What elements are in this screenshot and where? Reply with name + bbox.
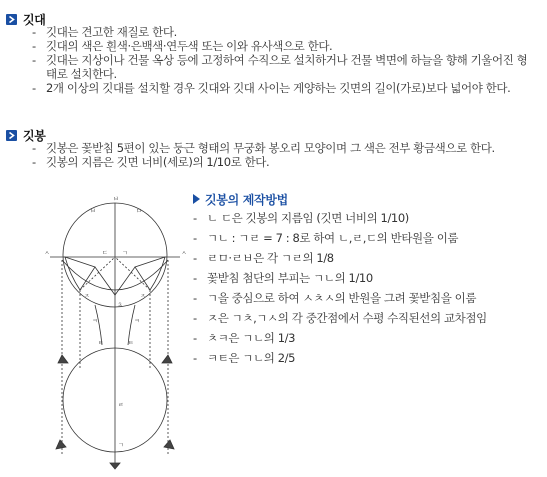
diagram-label: ㅈ — [84, 293, 90, 300]
diagram-label: ㅁ — [136, 208, 142, 215]
finial-construction-diagram — [40, 195, 190, 470]
chevron-right-icon — [6, 14, 17, 25]
method-heading: 깃봉의 제작방법 — [193, 190, 538, 208]
diagram-label: ㄹ — [118, 402, 124, 409]
list-item: - ㄹㅁ·ㄹㅂ은 각 ㄱㄹ의 1/8 — [193, 251, 334, 265]
diagram-label: ㅊ — [117, 302, 123, 309]
list-item: - ㄴ ㄷ은 깃봉의 지름임 (깃면 너비의 1/10) — [193, 211, 409, 225]
list-item: - 깃대의 색은 흰색·은백색·연두색 또는 이와 유사색으로 한다. — [32, 39, 333, 53]
list-item: - ㅈ은 ㄱㅊ,ㄱㅅ의 각 중간점에서 수평 수직된선의 교차점임 — [193, 311, 487, 325]
list-item: - 꽃받침 첨단의 부피는 ㄱㄴ의 1/10 — [193, 271, 373, 285]
diagram-label: ㄷ — [102, 250, 108, 257]
section1-list — [32, 25, 537, 95]
list-item: - 깃봉의 지름은 깃면 너비(세로)의 1/10로 한다. — [32, 155, 270, 169]
diagram-label: ㄱ — [118, 442, 124, 449]
list-item: - 깃봉은 꽃받침 5편이 있는 둥근 형태의 무궁화 봉오리 모양이며 그 색은 전부 황금색으로 한다. — [32, 141, 495, 155]
diagram-label: ㅂ — [113, 196, 119, 203]
production-method — [193, 190, 538, 365]
list-item: - 깃대는 견고한 재질로 한다. — [32, 25, 177, 39]
section2-list — [32, 141, 537, 169]
section-title: 깃봉 — [23, 129, 46, 143]
diagram-label: ㅌ — [98, 340, 104, 347]
diagram-label: ㄱ — [122, 250, 128, 257]
diagram-label: ㅅ — [44, 250, 50, 257]
list-item: - 깃대는 지상이나 건물 옥상 등에 고정하여 수직으로 설치하거나 건물 벽면에 하늘을 향해 기울어진 형태로 설치한다. — [32, 53, 528, 81]
diagram-label: ㅈ — [140, 293, 146, 300]
diagram-label: ㅋ — [134, 318, 140, 325]
section-title: 깃대 — [23, 13, 46, 27]
chevron-right-icon — [6, 130, 17, 141]
list-item: - ㅋㅌ은 ㄱㄴ의 2/5 — [193, 351, 296, 365]
triangle-right-icon — [193, 194, 200, 204]
list-item: - 2개 이상의 깃대를 설치할 경우 깃대와 깃대 사이는 게양하는 깃면의 길이(가로)보다 넓어야 한다. — [32, 81, 511, 95]
list-item: - ㄱㄴ : ㄱㄹ = 7 : 8로 하여 ㄴ,ㄹ,ㄷ의 반타원을 이룸 — [193, 231, 459, 245]
list-item: - ㄱ을 중심으로 하여 ㅅㅊㅅ의 반원을 그려 꽃받침을 이룸 — [193, 291, 477, 305]
diagram-label: ㅋ — [92, 318, 98, 325]
diagram-label: ㅌ — [128, 340, 134, 347]
diagram-label: ㅅ — [181, 250, 187, 257]
diagram-label: ㅂ — [90, 208, 96, 215]
list-item: - ㅊㅋ은 ㄱㄴ의 1/3 — [193, 331, 296, 345]
